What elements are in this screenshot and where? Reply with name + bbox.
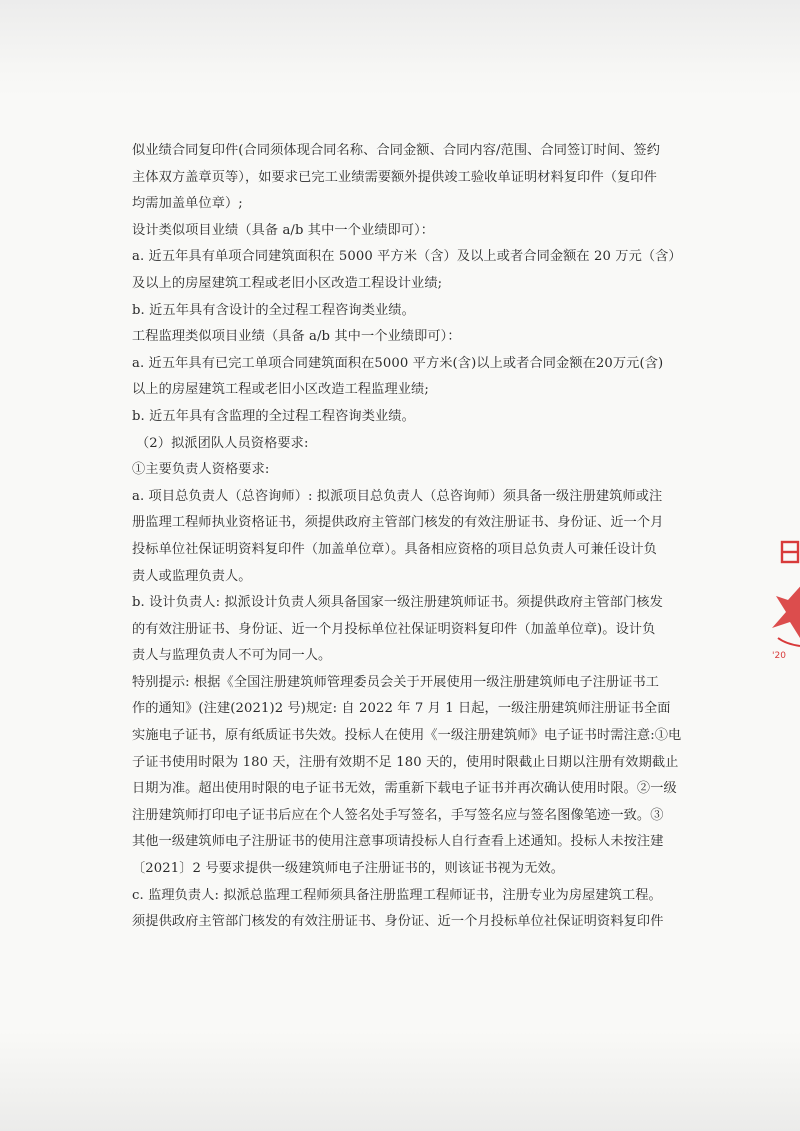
text-line-21: 特别提示: 根据《全国注册建筑师管理委员会关于开展使用一级注册建筑师电子注册证书工 [132,674,660,690]
text-line-23: 实施电子证书，原有纸质证书失效。投标人在使用《一级注册建筑师》电子证书时需注意:①电 [132,728,682,744]
text-line-6: 及以上的房屋建筑工程或老旧小区改造工程设计业绩; [132,275,443,291]
text-line-26: 注册建筑师打印电子证书后应在个人签名处手写签名，手写签名应与签名图像笔迹一致。③ [132,807,664,823]
text-line-10: 以上的房屋建筑工程或老旧小区改造工程监理业绩; [132,382,429,398]
text-line-24: 子证书使用时限为 180 天，注册有效期不足 180 天的，使用时限截止日期以注册有效期截止 [132,754,679,770]
text-line-16: 投标单位社保证明资料复印件（加盖单位章）。具备相应资格的项目总负责人可兼任设计负 [132,541,657,557]
text-line-19: 的有效注册证书、身份证、近一个月投标单位社保证明资料复印件（加盖单位章)。设计负 [132,621,656,637]
text-line-27: 其他一级建筑师电子注册证书的使用注意事项请投标人自行查看上述通知。投标人未按注建 [132,834,664,850]
text-line-30: 须提供政府主管部门核发的有效注册证书、身份证、近一个月投标单位社保证明资料复印件 [132,914,664,930]
text-line-14: a. 项目总负责人（总咨询师）: 拟派项目总负责人（总咨询师）须具备一级注册建筑师或注 [132,488,663,504]
text-line-5: a. 近五年具有单项合同建筑面积在 5000 平方米（含）及以上或者合同金额在 20 万元（含） [132,249,682,265]
text-line-4: 设计类似项目业绩（具备 a/b 其中一个业绩即可）： [132,222,435,238]
text-line-25: 日期为准。超出使用时限的电子证书无效，需重新下载电子证书并再次确认使用时限。②一级 [132,781,677,797]
text-line-28: 〔2021〕2 号要求提供一级建筑师电子注册证书的，则该证书视为无效。 [132,861,565,877]
seal-stamp-fragment [766,528,800,678]
document-body [132,138,682,936]
text-line-11: b. 近五年具有含监理的全过程工程咨询类业绩。 [132,408,415,424]
text-line-17: 责人或监理负责人。 [132,568,252,584]
text-line-12: （2）拟派团队人员资格要求: [136,435,309,451]
scan-shadow-top [0,0,800,96]
text-line-18: b. 设计负责人: 拟派设计负责人须具备国家一级注册建筑师证书。须提供政府主管部门核发 [132,595,663,611]
text-line-9: a. 近五年具有已完工单项合同建筑面积在5000 平方米(含)以上或者合同金额在20万元(含) [132,355,664,371]
seal-stamp-icon [766,528,800,678]
seal-date-fragment: '20 [772,651,786,661]
text-line-3: 均需加盖单位章）; [132,196,243,212]
text-line-2: 主体双方盖章页等），如要求已完工业绩需要额外提供竣工验收单证明材料复印件（复印件 [132,169,657,185]
text-line-29: c. 监理负责人: 拟派总监理工程师须具备注册监理工程师证书，注册专业为房屋建筑工程。 [132,887,662,903]
text-line-8: 工程监理类似项目业绩（具备 a/b 其中一个业绩即可）： [132,329,461,345]
text-line-20: 责人与监理负责人不可为同一人。 [132,648,332,664]
text-line-7: b. 近五年具有含设计的全过程工程咨询类业绩。 [132,302,415,318]
scan-shadow-bottom [0,1031,800,1131]
text-line-1: 似业绩合同复印件(合同须体现合同名称、合同金额、合同内容/范围、合同签订时间、签约 [132,143,660,158]
text-line-15: 册监理工程师执业资格证书，须提供政府主管部门核发的有效注册证书、身份证、近一个月 [132,515,664,531]
text-line-22: 作的通知》(注建(2021)2 号)规定: 自 2022 年 7 月 1 日起，一级注册建筑师注册证书全面 [132,701,671,717]
text-line-13: ①主要负责人资格要求: [132,462,270,478]
